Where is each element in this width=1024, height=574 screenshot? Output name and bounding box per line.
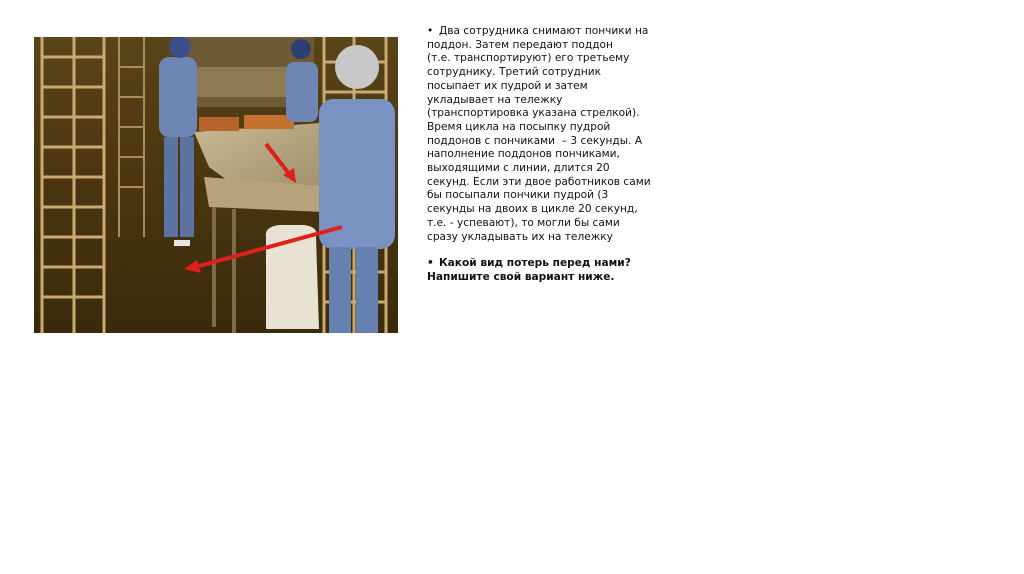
line: Напишите свой вариант ниже.: [427, 270, 615, 283]
bullet-marker: •: [427, 25, 434, 37]
line: поддон. Затем передают поддон: [427, 38, 613, 51]
line: сотруднику. Третий сотрудник: [427, 66, 602, 79]
bullet-question: [427, 257, 659, 284]
bakery-photo: [34, 37, 398, 333]
line: (т.е. транспортируют) его третьему: [427, 52, 630, 65]
bullet-description-lines: [427, 25, 659, 244]
line: наполнение поддонов пончиками,: [427, 148, 620, 161]
line: (транспортировка указана стрелкой).: [427, 107, 640, 120]
line: сразу укладывать их на тележку: [427, 230, 613, 243]
line: поддонов с пончиками – 3 секунды. А: [427, 134, 643, 147]
line: Время цикла на посыпку пудрой: [427, 120, 611, 133]
line: секунды на двоих в цикле 20 секунд,: [427, 203, 638, 216]
line: Два сотрудника снимают пончики на: [439, 25, 649, 37]
line: укладывает на тележку: [427, 93, 563, 106]
bullet-marker: •: [427, 257, 434, 270]
line: т.е. - успевают), то могли бы сами: [427, 216, 620, 229]
line: посыпает их пудрой и затем: [427, 79, 588, 92]
line: секунд. Если эти двое работников сами: [427, 175, 651, 188]
bullet-question-lines: [427, 257, 659, 284]
worker-left: [159, 37, 197, 246]
line: выходящими с линии, длится 20: [427, 162, 610, 175]
slide-text: [427, 25, 659, 285]
bullet-description: [427, 25, 659, 244]
line: бы посыпали пончики пудрой (3: [427, 189, 609, 202]
line: Какой вид потерь перед нами?: [439, 257, 631, 270]
